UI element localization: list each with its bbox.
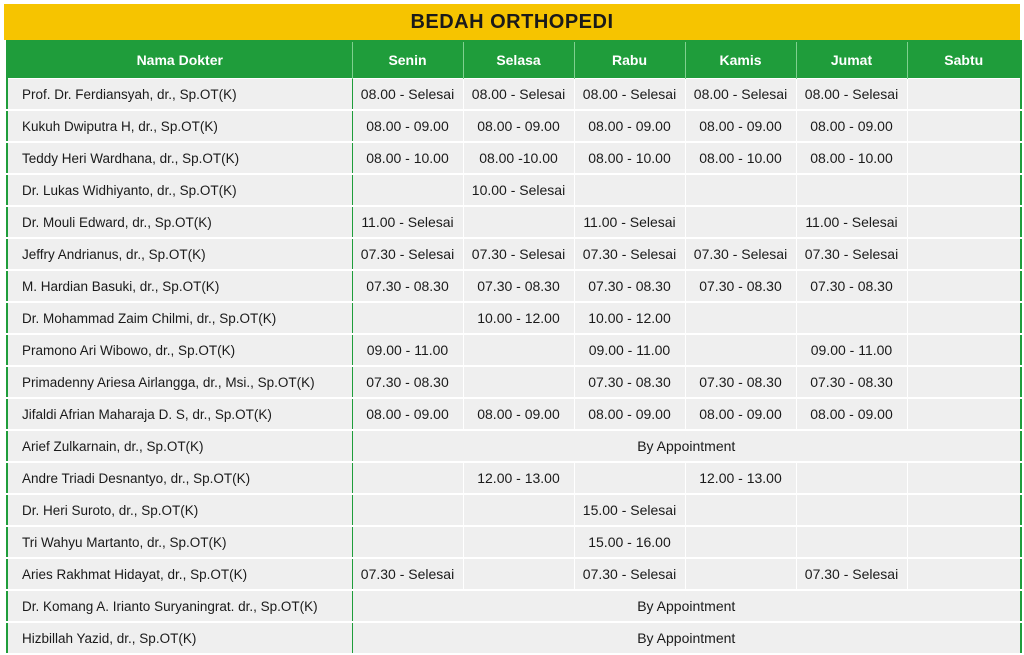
table-header-row <box>7 41 1021 79</box>
table-row <box>7 462 1021 494</box>
schedule-cell-senin: 08.00 - Selesai <box>352 79 463 111</box>
schedule-cell-rabu: 15.00 - Selesai <box>574 494 685 526</box>
page-title: BEDAH ORTHOPEDI <box>4 4 1020 40</box>
schedule-cell-jumat <box>796 526 907 558</box>
table-row <box>7 526 1021 558</box>
schedule-cell-senin: 11.00 - Selesai <box>352 206 463 238</box>
doctor-name-cell: Pramono Ari Wibowo, dr., Sp.OT(K) <box>7 334 352 366</box>
table-body <box>7 79 1021 655</box>
schedule-cell-senin: 09.00 - 11.00 <box>352 334 463 366</box>
doctor-name-cell: Hizbillah Yazid, dr., Sp.OT(K) <box>7 622 352 654</box>
schedule-cell-sabtu <box>907 334 1021 366</box>
doctor-name-cell: M. Hardian Basuki, dr., Sp.OT(K) <box>7 270 352 302</box>
doctor-name-cell: Teddy Heri Wardhana, dr., Sp.OT(K) <box>7 142 352 174</box>
schedule-cell-kamis: 07.30 - 08.30 <box>685 270 796 302</box>
schedule-cell-sabtu <box>907 462 1021 494</box>
schedule-cell-kamis <box>685 174 796 206</box>
schedule-cell-selasa: 08.00 - 09.00 <box>463 110 574 142</box>
schedule-cell-senin <box>352 494 463 526</box>
doctor-name-cell: Arief Zulkarnain, dr., Sp.OT(K) <box>7 430 352 462</box>
doctor-name-cell: Dr. Heri Suroto, dr., Sp.OT(K) <box>7 494 352 526</box>
schedule-cell-jumat: 07.30 - Selesai <box>796 558 907 590</box>
column-header-senin: Senin <box>352 41 463 79</box>
schedule-cell-senin <box>352 302 463 334</box>
table-row <box>7 430 1021 462</box>
schedule-cell-kamis <box>685 494 796 526</box>
schedule-cell-kamis: 08.00 - Selesai <box>685 79 796 111</box>
schedule-cell-sabtu <box>907 302 1021 334</box>
schedule-cell-rabu: 11.00 - Selesai <box>574 206 685 238</box>
schedule-cell-kamis <box>685 206 796 238</box>
doctor-name-cell: Jeffry Andrianus, dr., Sp.OT(K) <box>7 238 352 270</box>
doctor-name-cell: Primadenny Ariesa Airlangga, dr., Msi., Sp.OT(K) <box>7 366 352 398</box>
schedule-cell-senin: 07.30 - 08.30 <box>352 366 463 398</box>
schedule-cell-jumat: 07.30 - Selesai <box>796 238 907 270</box>
by-appointment-cell: By Appointment <box>352 622 1021 654</box>
schedule-cell-selasa: 12.00 - 13.00 <box>463 462 574 494</box>
schedule-panel <box>2 2 1022 646</box>
schedule-cell-sabtu <box>907 526 1021 558</box>
table-row <box>7 334 1021 366</box>
doctor-name-cell: Dr. Mohammad Zaim Chilmi, dr., Sp.OT(K) <box>7 302 352 334</box>
schedule-cell-sabtu <box>907 142 1021 174</box>
schedule-cell-sabtu <box>907 238 1021 270</box>
schedule-cell-sabtu <box>907 398 1021 430</box>
schedule-cell-sabtu <box>907 494 1021 526</box>
schedule-cell-selasa: 10.00 - 12.00 <box>463 302 574 334</box>
schedule-cell-rabu: 08.00 - Selesai <box>574 79 685 111</box>
table-row <box>7 302 1021 334</box>
schedule-cell-sabtu <box>907 110 1021 142</box>
schedule-cell-sabtu <box>907 79 1021 111</box>
schedule-cell-jumat: 09.00 - 11.00 <box>796 334 907 366</box>
schedule-cell-jumat: 08.00 - 09.00 <box>796 110 907 142</box>
schedule-cell-senin: 07.30 - Selesai <box>352 558 463 590</box>
column-header-sabtu: Sabtu <box>907 41 1021 79</box>
table-row <box>7 110 1021 142</box>
schedule-cell-kamis <box>685 302 796 334</box>
table-row <box>7 79 1021 111</box>
schedule-cell-senin: 08.00 - 09.00 <box>352 110 463 142</box>
column-header-selasa: Selasa <box>463 41 574 79</box>
schedule-cell-senin: 08.00 - 09.00 <box>352 398 463 430</box>
column-header-kamis: Kamis <box>685 41 796 79</box>
schedule-cell-selasa <box>463 494 574 526</box>
table-row <box>7 398 1021 430</box>
schedule-cell-selasa <box>463 526 574 558</box>
schedule-cell-sabtu <box>907 558 1021 590</box>
schedule-cell-rabu: 07.30 - 08.30 <box>574 270 685 302</box>
table-row <box>7 622 1021 654</box>
schedule-cell-jumat: 08.00 - 10.00 <box>796 142 907 174</box>
schedule-cell-rabu: 09.00 - 11.00 <box>574 334 685 366</box>
table-row <box>7 174 1021 206</box>
schedule-cell-sabtu <box>907 366 1021 398</box>
schedule-cell-selasa: 08.00 -10.00 <box>463 142 574 174</box>
by-appointment-cell: By Appointment <box>352 430 1021 462</box>
doctor-schedule-table <box>6 40 1022 655</box>
schedule-cell-rabu <box>574 462 685 494</box>
schedule-cell-jumat <box>796 494 907 526</box>
table-row <box>7 494 1021 526</box>
schedule-cell-jumat: 07.30 - 08.30 <box>796 366 907 398</box>
schedule-cell-kamis <box>685 558 796 590</box>
doctor-name-cell: Tri Wahyu Martanto, dr., Sp.OT(K) <box>7 526 352 558</box>
schedule-cell-rabu: 08.00 - 10.00 <box>574 142 685 174</box>
schedule-cell-sabtu <box>907 174 1021 206</box>
schedule-cell-rabu: 08.00 - 09.00 <box>574 110 685 142</box>
schedule-cell-jumat: 08.00 - Selesai <box>796 79 907 111</box>
column-header-doctor-name: Nama Dokter <box>7 41 352 79</box>
by-appointment-cell: By Appointment <box>352 590 1021 622</box>
schedule-cell-kamis: 08.00 - 09.00 <box>685 398 796 430</box>
schedule-cell-kamis: 07.30 - 08.30 <box>685 366 796 398</box>
schedule-cell-selasa: 10.00 - Selesai <box>463 174 574 206</box>
schedule-cell-kamis <box>685 526 796 558</box>
doctor-name-cell: Dr. Mouli Edward, dr., Sp.OT(K) <box>7 206 352 238</box>
schedule-cell-sabtu <box>907 270 1021 302</box>
schedule-cell-selasa: 07.30 - Selesai <box>463 238 574 270</box>
schedule-cell-jumat <box>796 174 907 206</box>
schedule-cell-senin: 08.00 - 10.00 <box>352 142 463 174</box>
schedule-cell-kamis: 07.30 - Selesai <box>685 238 796 270</box>
doctor-name-cell: Aries Rakhmat Hidayat, dr., Sp.OT(K) <box>7 558 352 590</box>
schedule-cell-rabu: 07.30 - 08.30 <box>574 366 685 398</box>
doctor-name-cell: Kukuh Dwiputra H, dr., Sp.OT(K) <box>7 110 352 142</box>
schedule-cell-rabu <box>574 174 685 206</box>
schedule-cell-jumat <box>796 462 907 494</box>
table-row <box>7 590 1021 622</box>
schedule-cell-rabu: 10.00 - 12.00 <box>574 302 685 334</box>
schedule-cell-selasa: 08.00 - 09.00 <box>463 398 574 430</box>
schedule-cell-senin: 07.30 - 08.30 <box>352 270 463 302</box>
doctor-name-cell: Andre Triadi Desnantyo, dr., Sp.OT(K) <box>7 462 352 494</box>
table-row <box>7 366 1021 398</box>
schedule-cell-rabu: 07.30 - Selesai <box>574 558 685 590</box>
schedule-cell-senin <box>352 174 463 206</box>
doctor-name-cell: Prof. Dr. Ferdiansyah, dr., Sp.OT(K) <box>7 79 352 111</box>
table-row <box>7 206 1021 238</box>
schedule-cell-selasa <box>463 334 574 366</box>
schedule-cell-selasa <box>463 558 574 590</box>
schedule-cell-kamis: 08.00 - 09.00 <box>685 110 796 142</box>
column-header-rabu: Rabu <box>574 41 685 79</box>
schedule-cell-kamis <box>685 334 796 366</box>
table-row <box>7 270 1021 302</box>
schedule-cell-jumat <box>796 302 907 334</box>
schedule-cell-selasa <box>463 366 574 398</box>
schedule-cell-senin <box>352 462 463 494</box>
schedule-cell-sabtu <box>907 206 1021 238</box>
table-row <box>7 238 1021 270</box>
doctor-name-cell: Jifaldi Afrian Maharaja D. S, dr., Sp.OT(K) <box>7 398 352 430</box>
schedule-cell-kamis: 08.00 - 10.00 <box>685 142 796 174</box>
schedule-cell-rabu: 08.00 - 09.00 <box>574 398 685 430</box>
column-header-jumat: Jumat <box>796 41 907 79</box>
schedule-cell-senin <box>352 526 463 558</box>
schedule-cell-jumat: 08.00 - 09.00 <box>796 398 907 430</box>
doctor-name-cell: Dr. Komang A. Irianto Suryaningrat. dr., Sp.OT(K) <box>7 590 352 622</box>
doctor-name-cell: Dr. Lukas Widhiyanto, dr., Sp.OT(K) <box>7 174 352 206</box>
schedule-cell-rabu: 15.00 - 16.00 <box>574 526 685 558</box>
schedule-cell-rabu: 07.30 - Selesai <box>574 238 685 270</box>
table-row <box>7 558 1021 590</box>
schedule-cell-kamis: 12.00 - 13.00 <box>685 462 796 494</box>
schedule-cell-jumat: 07.30 - 08.30 <box>796 270 907 302</box>
schedule-cell-selasa: 07.30 - 08.30 <box>463 270 574 302</box>
schedule-cell-jumat: 11.00 - Selesai <box>796 206 907 238</box>
schedule-cell-selasa <box>463 206 574 238</box>
schedule-cell-selasa: 08.00 - Selesai <box>463 79 574 111</box>
schedule-cell-senin: 07.30 - Selesai <box>352 238 463 270</box>
table-row <box>7 142 1021 174</box>
